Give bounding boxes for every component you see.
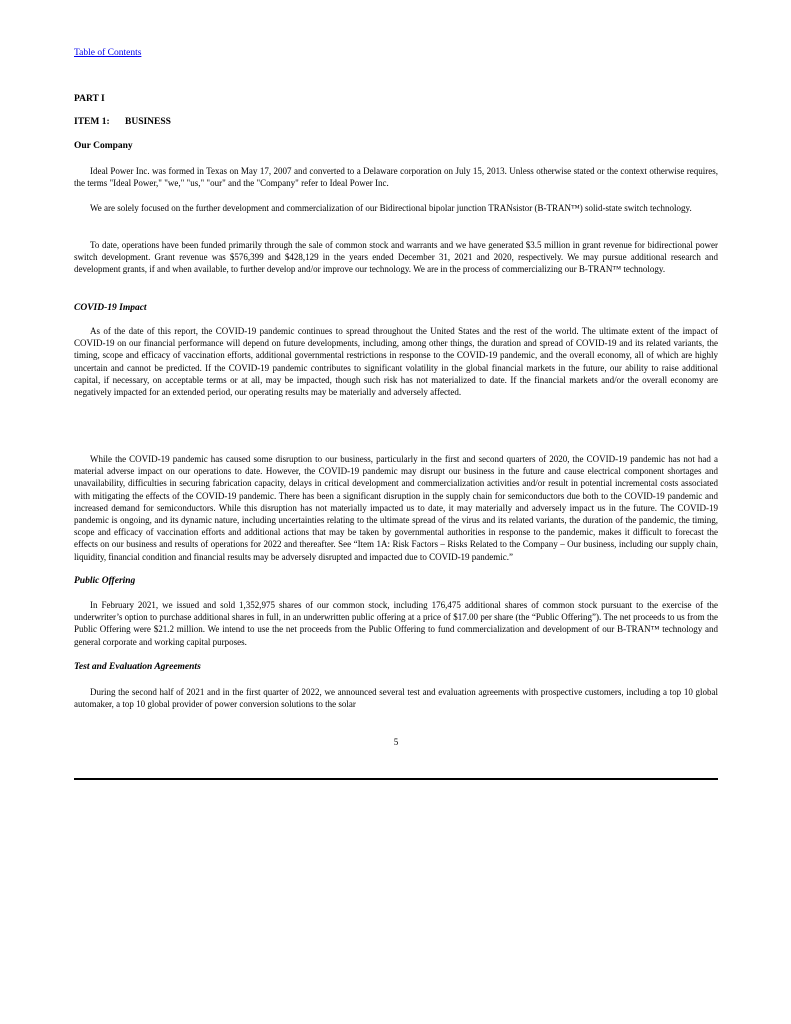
table-of-contents-link[interactable]: Table of Contents <box>74 48 142 58</box>
item-title: BUSINESS <box>125 117 171 127</box>
item-number: ITEM 1: <box>74 117 110 127</box>
test-evaluation-paragraph: During the second half of 2021 and in the first quarter of 2022, we announced several test and evaluation agreements with prospective customers, including a top 10 global automaker, a top 10 global provider of power conversion solutions to the solar <box>74 687 718 710</box>
page-number: 5 <box>393 737 399 747</box>
covid-paragraph-1: As of the date of this report, the COVID-19 pandemic continues to spread throughout the United States and the rest of the world. The ultimate extent of the impact of COVID-19 on our financial performance will depend on future developments, including, among other things, the duration and spread of COVID-19 and its related variants, the timing, scope and efficacy of vaccination efforts, additional governmental restrictions in response to the COVID-19 pandemic, and the overall economy, all of which are highly uncertain and cannot be predicted. If the COVID-19 pandemic contributes to significant volatility in the global financial markets in the future, our ability to raise additional capital, if necessary, on acceptable terms or at all, may be impacted, though such risk has not materialized to date. If the financial markets and/or the overall economy are negatively impacted for an extended period, our operating results may be materially and adversely affected. <box>74 326 718 398</box>
part-heading: PART I <box>74 94 105 104</box>
our-company-paragraph-1: Ideal Power Inc. was formed in Texas on May 17, 2007 and converted to a Delaware corporation on July 15, 2013. Unless otherwise stated or the context otherwise requires, the terms "Ideal Power," "we," "us," "our" and the "Company" refer to Ideal Power Inc. <box>74 166 718 189</box>
our-company-paragraph-3: To date, operations have been funded primarily through the sale of common stock and warrants and we have generated $3.5 million in grant revenue for bidirectional power switch development. Grant revenue was $576,399 and $428,129 in the years ended December 31, 2021 and 2020, respectively. We may pursue additional research and development grants, if and when available, to further develop and/or improve our technology. We are in the process of commercializing our B-TRAN™ technology. <box>74 240 718 275</box>
test-evaluation-heading: Test and Evaluation Agreements <box>74 662 201 672</box>
covid-paragraph-2: While the COVID-19 pandemic has caused some disruption to our business, particularly in the first and second quarters of 2020, the COVID-19 pandemic has not had a material adverse impact on our operations to date. However, the COVID-19 pandemic may disrupt our business in the future and cause electrical component shortages and unavailability, difficulties in securing fabrication capacity, delays in critical development and commercialization activities and/or result in potential incremental costs associated with mitigating the effects of the COVID-19 pandemic. There has been a significant disruption in the supply chain for semiconductors due both to the COVID-19 pandemic and increased demand for semiconductors. While this disruption has not materially impacted us to date, it may materially and adversely impact us in the future. The COVID-19 pandemic is ongoing, and its dynamic nature, including uncertainties relating to the ultimate spread of the virus and its related variants, the duration of the pandemic, the timing, scope and efficacy of vaccination efforts and additional actions that may be taken by governmental authorities in response to the pandemic, makes it difficult to forecast the effects on our business and results of operations for 2022 and thereafter. See “Item 1A: Risk Factors – Risks Related to the Company – Our business, including our supply chain, liquidity, financial condition and financial results may be adversely disrupted and impacted due to COVID-19 pandemic.” <box>74 454 718 562</box>
our-company-paragraph-2: We are solely focused on the further development and commercialization of our Bidirectional bipolar junction TRANsistor (B-TRAN™) solid-state switch technology. <box>90 203 692 213</box>
public-offering-paragraph: In February 2021, we issued and sold 1,352,975 shares of our common stock, including 176,475 additional shares of common stock pursuant to the exercise of the underwriter’s option to purchase additional shares in full, in an underwritten public offering at a price of $17.00 per share (the “Public Offering”). The net proceeds to us from the Public Offering were $21.2 million. We intend to use the net proceeds from the Public Offering to fund commercialization and development of our B-TRAN™ technology and general corporate and working capital purposes. <box>74 600 718 647</box>
public-offering-heading: Public Offering <box>74 576 136 586</box>
covid-heading: COVID-19 Impact <box>74 303 147 313</box>
page-divider <box>74 778 718 780</box>
item-heading <box>74 116 171 128</box>
our-company-heading: Our Company <box>74 141 133 151</box>
